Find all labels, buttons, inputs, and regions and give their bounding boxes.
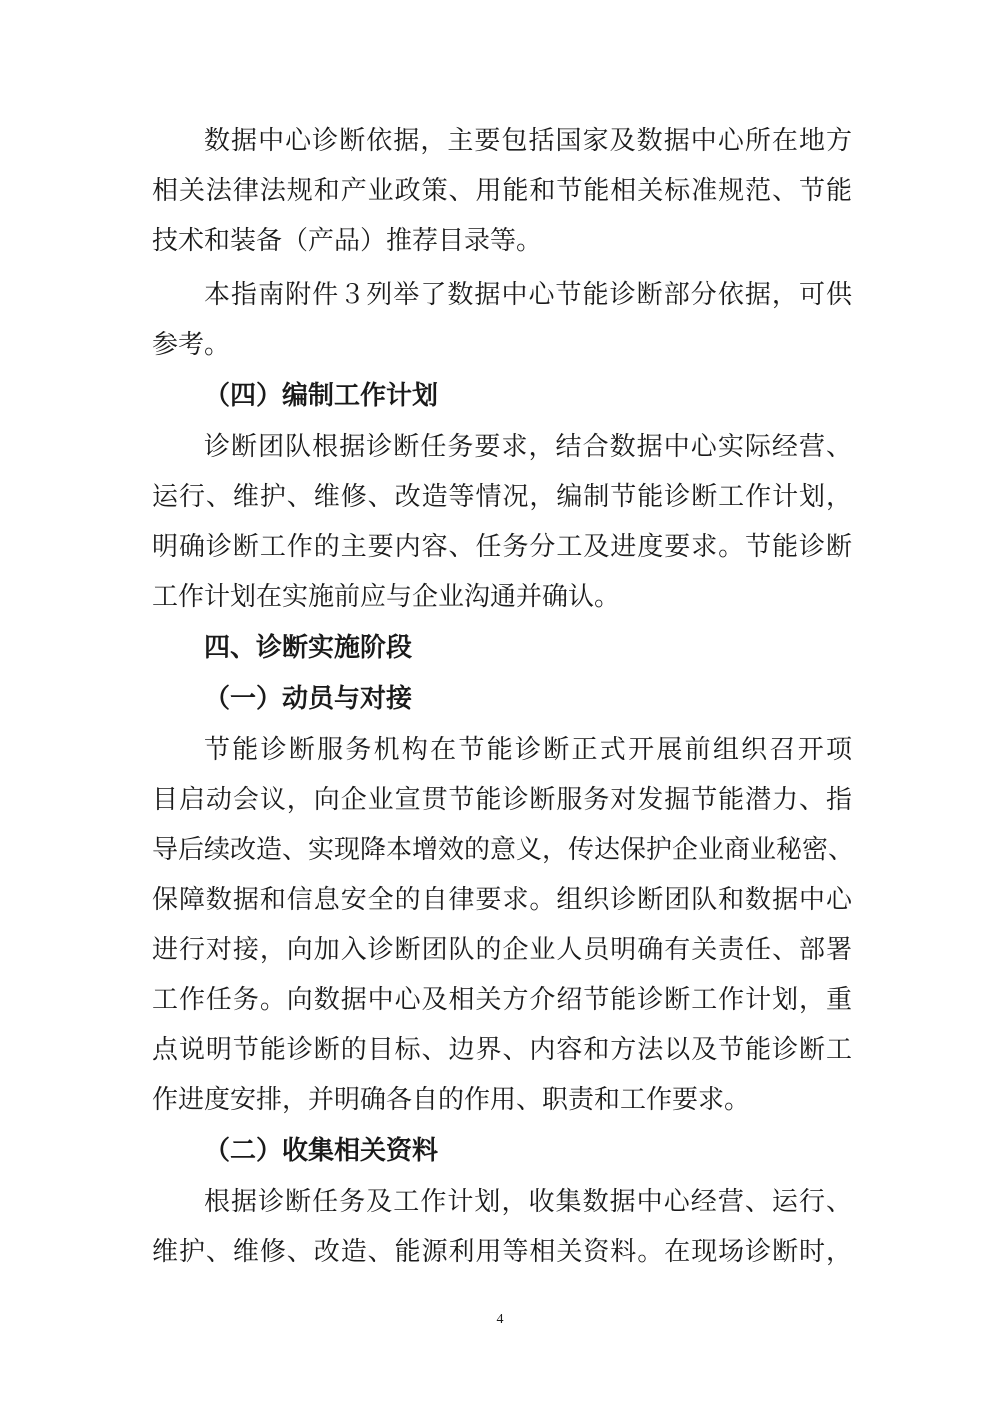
paragraph-line: 工作计划在实施前应与企业沟通并确认。 xyxy=(152,582,621,612)
paragraph-line: 数据中心诊断依据，主要包括国家及数据中心所在地方 xyxy=(204,126,852,156)
paragraph-line: 作进度安排，并明确各自的作用、职责和工作要求。 xyxy=(152,1085,751,1115)
paragraph-line: 相关法律法规和产业政策、用能和节能相关标准规范、节能 xyxy=(152,176,852,206)
chapter-heading: 四、诊断实施阶段 xyxy=(204,633,413,663)
paragraph-line: 导后续改造、实现降本增效的意义，传达保护企业商业秘密、 xyxy=(152,835,855,865)
section-heading: （二）收集相关资料 xyxy=(204,1136,439,1166)
paragraph-line: 工作任务。向数据中心及相关方介绍节能诊断工作计划，重 xyxy=(152,985,852,1015)
paragraph-line: 诊断团队根据诊断任务要求，结合数据中心实际经营、 xyxy=(204,432,852,462)
page-number: 4 xyxy=(496,1312,504,1327)
paragraph-line: 运行、维护、维修、改造等情况，编制节能诊断工作计划， xyxy=(152,482,852,512)
paragraph-line: 目启动会议，向企业宣贯节能诊断服务对发掘节能潜力、指 xyxy=(152,785,852,815)
paragraph-line: 本指南附件３列举了数据中心节能诊断部分依据，可供 xyxy=(204,280,852,310)
section-heading: （一）动员与对接 xyxy=(204,684,413,714)
paragraph-line: 进行对接，向加入诊断团队的企业人员明确有关责任、部署 xyxy=(152,935,852,965)
paragraph-line: 参考。 xyxy=(152,330,231,360)
paragraph-line: 技术和装备（产品）推荐目录等。 xyxy=(152,226,543,256)
paragraph-line: 点说明节能诊断的目标、边界、内容和方法以及节能诊断工 xyxy=(152,1035,852,1065)
paragraph-line: 明确诊断工作的主要内容、任务分工及进度要求。节能诊断 xyxy=(152,532,852,562)
paragraph-line: 根据诊断任务及工作计划，收集数据中心经营、运行、 xyxy=(204,1187,852,1217)
paragraph-line: 维护、维修、改造、能源利用等相关资料。在现场诊断时， xyxy=(152,1237,852,1267)
section-heading: （四）编制工作计划 xyxy=(204,381,439,411)
paragraph-line: 保障数据和信息安全的自律要求。组织诊断团队和数据中心 xyxy=(152,885,852,915)
paragraph-line: 节能诊断服务机构在节能诊断正式开展前组织召开项 xyxy=(204,735,852,765)
